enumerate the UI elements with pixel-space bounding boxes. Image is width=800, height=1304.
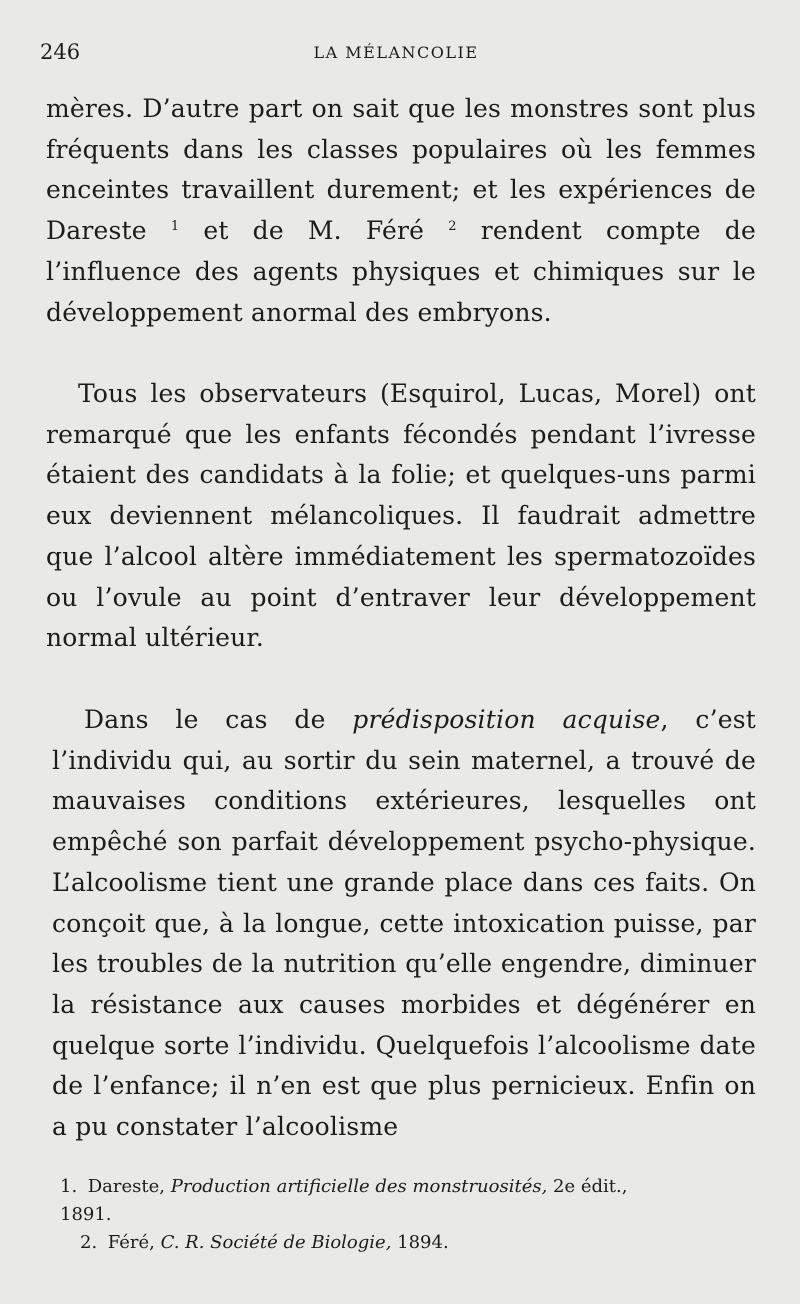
footnotes: [60, 1173, 760, 1257]
paragraph-3: [52, 700, 756, 1148]
paragraph-2-text: Tous les observateurs (Esquirol, Lucas, Morel) ont remarqué que les enfants fécondés pendant l’ivresse étaient des candidats à la folie; et quelques-uns parmi eux deviennent mélancoliques. Il faudrait admettre que l’alcool altère immédiatement les spermatozoïdes ou l’ovule au point d’entraver leur développement normal ultérieur.: [46, 379, 756, 653]
footnote-1-title: Production artificielle des monstruosités,: [170, 1176, 548, 1197]
paragraph-3-text-b: , c’est l’individu qui, au sortir du sein maternel, a trouvé de mauvaises conditions extérieures, lesquelles ont empêché son parfait développement psycho-physique. L’alcoolisme tient une grande place dans ces faits. On conçoit que, à la longue, cette intoxication puisse, par les troubles de la nutrition qu’elle engendre, diminuer la résistance aux causes morbides et dégénérer en quelque sorte l’individu. Quelquefois l’alcoolisme date de l’enfance; il n’en est que plus pernicieux. Enfin on a pu constater l’alcoolisme: [52, 705, 756, 1142]
footnote-1: [60, 1173, 760, 1201]
footnote-2-author: Féré,: [107, 1232, 155, 1253]
footnote-1-author: Dareste,: [87, 1176, 165, 1197]
paragraph-1-text-a: mères. D’autre part on sait que les monstres sont plus fréquents dans les classes populaires où les femmes enceintes travaillent durement; et les expériences de Dareste: [46, 94, 756, 246]
footnote-ref-1: 1: [170, 219, 180, 235]
paragraph-1-text-b: et de M. Féré: [179, 216, 449, 246]
paragraph-2: [46, 374, 756, 659]
footnote-1-edition: 2e édit.,: [553, 1176, 628, 1197]
footnote-1-number: 1.: [60, 1176, 78, 1197]
footnote-1-year-line: [60, 1201, 760, 1229]
footnote-2: [80, 1229, 760, 1257]
page-header: [40, 40, 752, 72]
footnote-2-number: 2.: [80, 1232, 98, 1253]
running-title: LA MÉLANCOLIE: [313, 43, 479, 62]
paragraph-3-text-a: Dans le cas de: [84, 705, 353, 734]
footnote-2-title: C. R. Société de Biologie,: [160, 1232, 392, 1253]
page-number: 246: [40, 40, 81, 64]
paragraph-3-italic: prédisposition acquise: [352, 705, 661, 734]
footnote-ref-2: 2: [448, 219, 457, 235]
paragraph-1: [46, 89, 756, 333]
footnote-2-year: 1894.: [397, 1232, 449, 1253]
paragraph-1-text-c: rendent compte de l’influence des agents physiques et chimiques sur le développement anormal des embryons.: [46, 216, 756, 327]
footnote-1-year: 1891.: [60, 1204, 112, 1225]
